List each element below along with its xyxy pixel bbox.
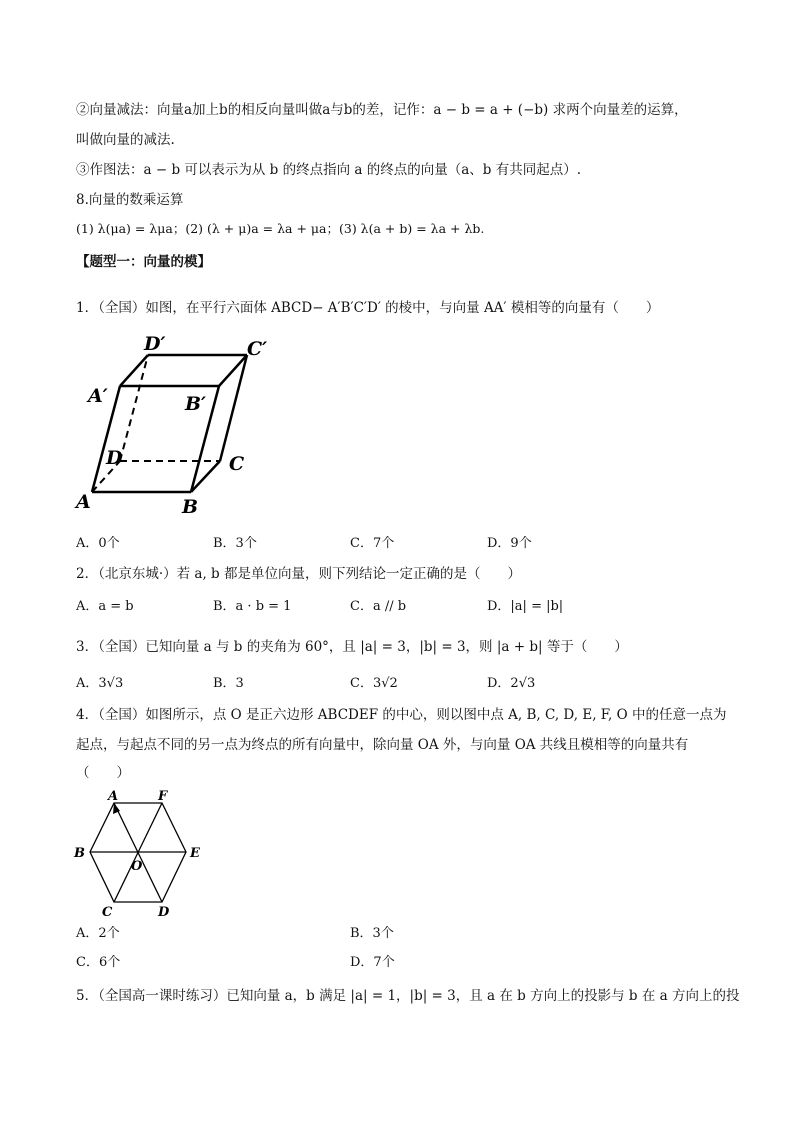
label-A: A <box>108 789 119 804</box>
label-E: E <box>190 846 200 861</box>
q4-option-d[interactable]: D．7个 <box>350 955 395 970</box>
q3-option-a[interactable]: A．3√3 <box>76 676 124 691</box>
q4-option-a[interactable]: A．2个 <box>76 926 120 941</box>
label-D1: D′ <box>144 333 166 355</box>
q3-option-b[interactable]: B．3 <box>213 676 244 691</box>
q4-stem-line1: 4．（全国）如图所示，点 O 是正六边形 ABCDEF 的中心，则以图中点 A, B, C, D, E, F, O 中的任意一点为 <box>76 707 727 723</box>
q4-stem-line3: （ ） <box>76 765 130 781</box>
q5-stem: 5．（全国高一课时练习）已知向量 a，b 满足 |a| = 1，|b| = 3，且 a 在 b 方向上的投影与 b 在 a 方向上的投 <box>76 988 740 1004</box>
scalar-rules: (1) λ(μa) = λμa；(2) (λ + μ)a = λa + μa；(3) λ(a + b) = λa + λb. <box>76 221 485 236</box>
edge-d1a1 <box>120 355 148 386</box>
label-C: C <box>229 453 245 475</box>
label-O: O <box>131 859 143 874</box>
parallelepiped-figure <box>72 330 292 520</box>
label-C: C <box>102 905 113 920</box>
q4-stem-line2: 起点，与起点不同的另一点为终点的所有向量中，除向量 OA 外，与向量 OA 共线且模相等的向量共有 <box>76 737 689 753</box>
q3-stem: 3．（全国）已知向量 a 与 b 的夹角为 60°，且 |a| = 3，|b| = 3，则 |a + b| 等于（ ） <box>76 639 628 655</box>
label-D: D <box>106 447 123 469</box>
label-B: B <box>74 846 85 861</box>
hexagon-figure <box>72 789 212 920</box>
q4-option-b[interactable]: B．3个 <box>350 926 394 941</box>
q3-option-d[interactable]: D．2√3 <box>487 676 536 691</box>
q2-option-d[interactable]: D．|a| = |b| <box>487 599 564 614</box>
q1-option-c[interactable]: C．7个 <box>350 536 395 551</box>
label-B1: B′ <box>185 393 207 415</box>
q1-option-b[interactable]: B．3个 <box>213 536 257 551</box>
q2-option-c[interactable]: C．a // b <box>350 599 407 614</box>
q4-option-c[interactable]: C．6个 <box>76 955 121 970</box>
subtraction-definition-line2: 叫做向量的减法. <box>76 132 175 148</box>
section-title: 【题型一：向量的模】 <box>76 254 211 270</box>
q2-stem: 2．（北京东城·）若 a, b 都是单位向量，则下列结论一定正确的是（ ） <box>76 566 521 582</box>
label-D: D <box>158 905 170 920</box>
label-A: A <box>76 491 91 513</box>
label-C1: C′ <box>247 338 268 360</box>
q1-option-a[interactable]: A．0个 <box>76 536 120 551</box>
q1-stem: 1．（全国）如图，在平行六面体 ABCD− A′B′C′D′ 的棱中，与向量 AA′ 模相等的向量有（ ） <box>76 300 660 316</box>
q2-option-a[interactable]: A．a = b <box>76 599 134 614</box>
label-F: F <box>158 789 168 804</box>
q2-option-b[interactable]: B．a · b = 1 <box>213 599 292 614</box>
scalar-heading: 8.向量的数乘运算 <box>76 192 184 208</box>
q3-option-c[interactable]: C．3√2 <box>350 676 398 691</box>
label-B: B <box>182 496 199 518</box>
drawing-method: ③作图法：a − b 可以表示为从 b 的终点指向 a 的终点的向量（a、b 有共同起点）. <box>76 162 582 178</box>
subtraction-definition-line1: ②向量减法：向量a加上b的相反向量叫做a与b的差，记作：a − b = a + (−b) 求两个向量差的运算， <box>76 102 688 118</box>
label-A1: A′ <box>88 385 108 407</box>
q1-option-d[interactable]: D．9个 <box>487 536 532 551</box>
